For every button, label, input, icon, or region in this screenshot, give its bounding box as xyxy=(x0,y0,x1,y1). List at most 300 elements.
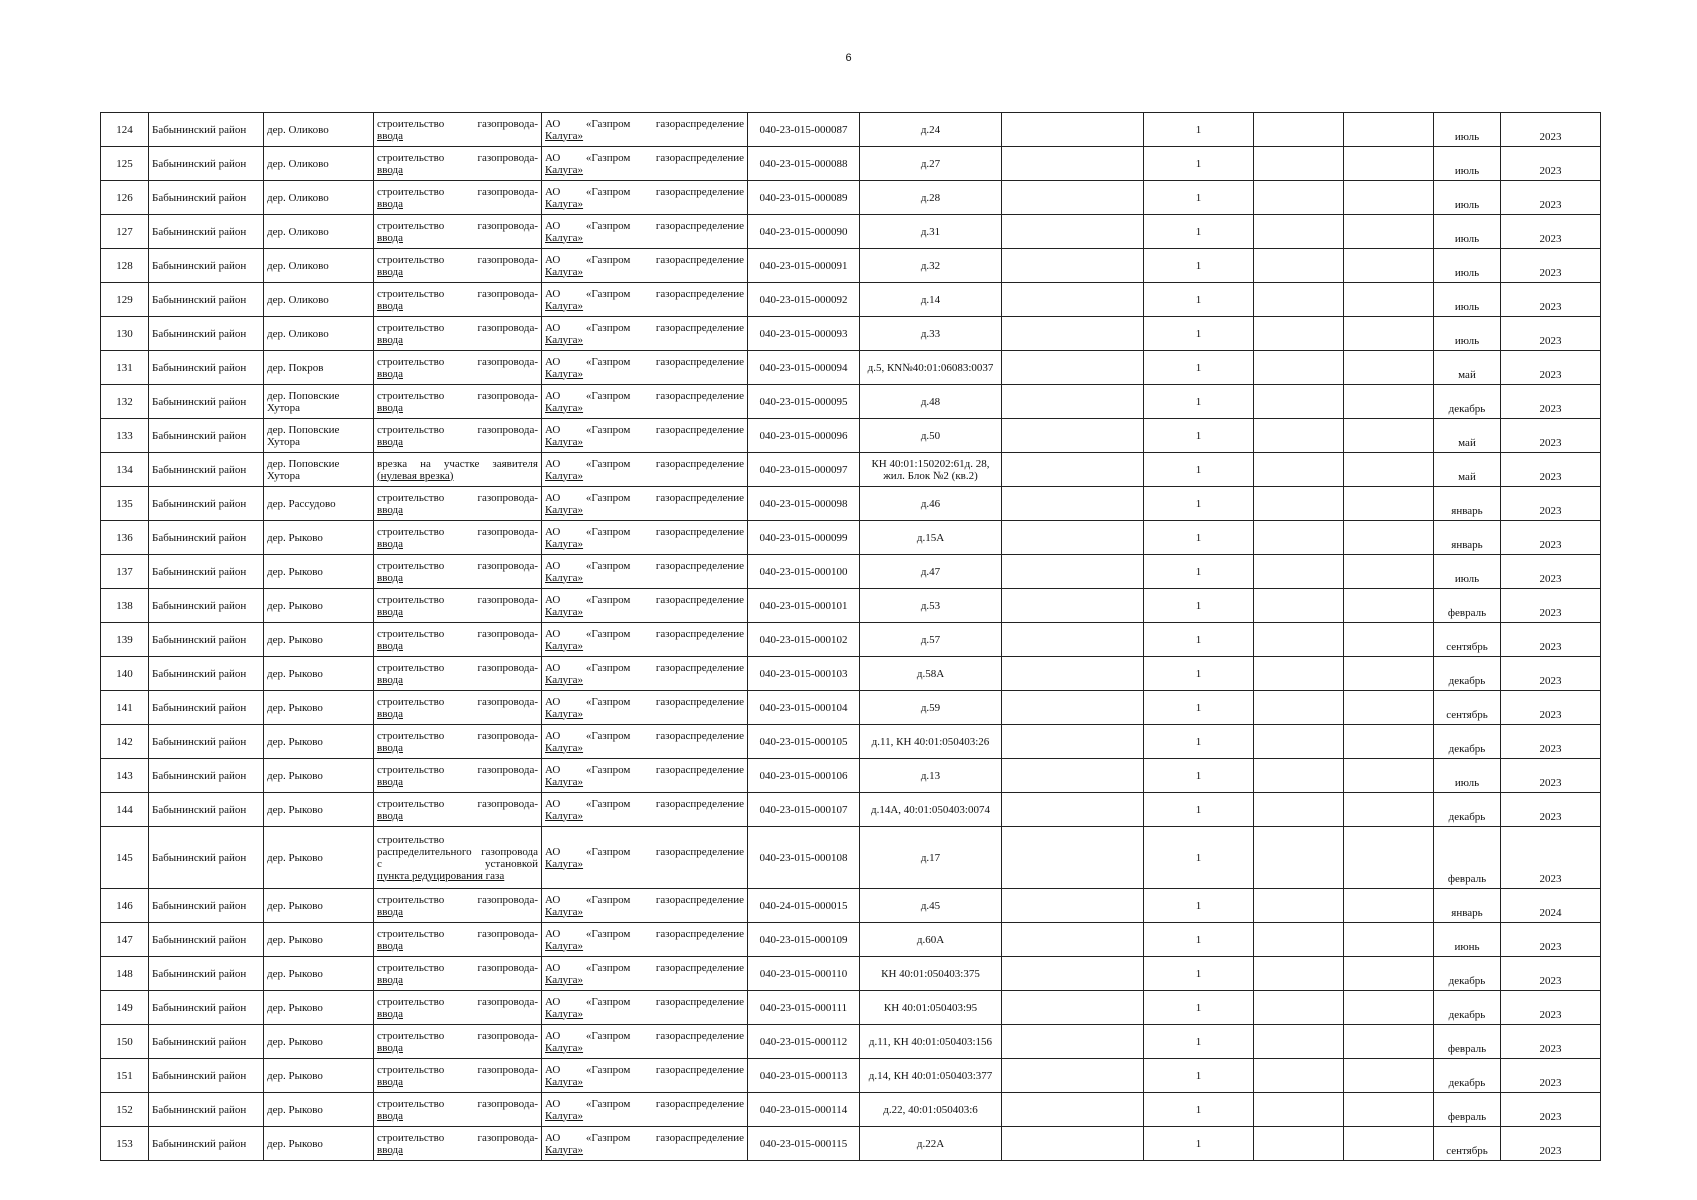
month-cell: июль xyxy=(1434,215,1501,249)
request-code-cell: 040-23-015-000095 xyxy=(748,385,860,419)
organization-text: АО «Газпром газораспределение xyxy=(545,627,744,640)
empty-cell xyxy=(1254,889,1344,923)
request-code-cell: 040-23-015-000091 xyxy=(748,249,860,283)
organization-tail: Калуга» xyxy=(545,673,584,686)
locality-cell: дер. Рыково xyxy=(264,657,374,691)
table-row xyxy=(101,725,1601,759)
row-number: 145 xyxy=(101,827,149,889)
address-cell: д.14А, 40:01:050403:0074 xyxy=(860,793,1002,827)
locality-cell: дер. Рыково xyxy=(264,889,374,923)
empty-cell xyxy=(1344,1093,1434,1127)
organization-cell xyxy=(542,1025,748,1059)
table-row xyxy=(101,889,1601,923)
year-cell: 2023 xyxy=(1501,487,1601,521)
address-cell: КН 40:01:050403:375 xyxy=(860,957,1002,991)
work-type-text: строительство газопровода- xyxy=(377,695,538,708)
table-body xyxy=(101,113,1601,1161)
quantity-cell: 1 xyxy=(1144,385,1254,419)
empty-cell xyxy=(1002,957,1144,991)
table-row xyxy=(101,759,1601,793)
address-cell: д.22, 40:01:050403:6 xyxy=(860,1093,1002,1127)
quantity-cell: 1 xyxy=(1144,691,1254,725)
work-type-text: строительство газопровода- xyxy=(377,1063,538,1076)
organization-text: АО «Газпром газораспределение xyxy=(545,253,744,266)
organization-cell xyxy=(542,113,748,147)
row-number: 152 xyxy=(101,1093,149,1127)
organization-cell xyxy=(542,589,748,623)
organization-cell xyxy=(542,691,748,725)
organization-tail: Калуга» xyxy=(545,469,584,482)
empty-cell xyxy=(1254,555,1344,589)
organization-cell xyxy=(542,957,748,991)
empty-cell xyxy=(1254,759,1344,793)
work-type-tail: ввода xyxy=(377,673,403,686)
empty-cell xyxy=(1002,889,1144,923)
row-number: 149 xyxy=(101,991,149,1025)
organization-cell xyxy=(542,991,748,1025)
locality-cell: дер. Оликово xyxy=(264,181,374,215)
address-cell: д.5, КN№40:01:06083:0037 xyxy=(860,351,1002,385)
year-cell: 2023 xyxy=(1501,351,1601,385)
empty-cell xyxy=(1254,215,1344,249)
organization-cell xyxy=(542,283,748,317)
empty-cell xyxy=(1002,759,1144,793)
district-cell: Бабынинский район xyxy=(149,1127,264,1161)
empty-cell xyxy=(1002,589,1144,623)
year-cell: 2023 xyxy=(1501,725,1601,759)
work-type-cell xyxy=(374,351,542,385)
organization-tail: Калуга» xyxy=(545,1075,584,1088)
work-type-text: строительство газопровода- xyxy=(377,423,538,436)
locality-cell: дер. Рыково xyxy=(264,827,374,889)
work-type-cell xyxy=(374,283,542,317)
work-type-tail: ввода xyxy=(377,503,403,516)
work-type-tail: ввода xyxy=(377,1143,403,1156)
work-type-tail: ввода xyxy=(377,1075,403,1088)
work-type-cell xyxy=(374,957,542,991)
organization-text: АО «Газпром газораспределение xyxy=(545,219,744,232)
quantity-cell: 1 xyxy=(1144,147,1254,181)
table-row xyxy=(101,827,1601,889)
empty-cell xyxy=(1344,623,1434,657)
locality-cell: дер. Рыково xyxy=(264,1127,374,1161)
address-cell: д.28 xyxy=(860,181,1002,215)
quantity-cell: 1 xyxy=(1144,1127,1254,1161)
empty-cell xyxy=(1254,1127,1344,1161)
work-type-tail: ввода xyxy=(377,775,403,788)
work-type-text: строительство газопровода- xyxy=(377,117,538,130)
work-type-cell xyxy=(374,923,542,957)
work-type-cell xyxy=(374,1127,542,1161)
locality-cell: дер. Рыково xyxy=(264,793,374,827)
address-cell: д.50 xyxy=(860,419,1002,453)
month-cell: сентябрь xyxy=(1434,691,1501,725)
work-type-text: строительство газопровода- xyxy=(377,321,538,334)
address-cell: д.53 xyxy=(860,589,1002,623)
work-type-cell xyxy=(374,1059,542,1093)
work-type-tail: ввода xyxy=(377,939,403,952)
row-number: 131 xyxy=(101,351,149,385)
request-code-cell: 040-23-015-000103 xyxy=(748,657,860,691)
quantity-cell: 1 xyxy=(1144,249,1254,283)
month-cell: декабрь xyxy=(1434,657,1501,691)
table-row xyxy=(101,113,1601,147)
row-number: 134 xyxy=(101,453,149,487)
empty-cell xyxy=(1254,589,1344,623)
empty-cell xyxy=(1002,923,1144,957)
organization-text: АО «Газпром газораспределение xyxy=(545,797,744,810)
work-type-tail: ввода xyxy=(377,1109,403,1122)
work-type-cell xyxy=(374,317,542,351)
organization-tail: Калуга» xyxy=(545,939,584,952)
empty-cell xyxy=(1254,521,1344,555)
month-cell: сентябрь xyxy=(1434,1127,1501,1161)
work-type-cell xyxy=(374,555,542,589)
organization-tail: Калуга» xyxy=(545,1007,584,1020)
district-cell: Бабынинский район xyxy=(149,317,264,351)
work-type-cell xyxy=(374,113,542,147)
work-type-tail: ввода xyxy=(377,197,403,210)
quantity-cell: 1 xyxy=(1144,1025,1254,1059)
work-type-tail: ввода xyxy=(377,435,403,448)
organization-tail: Калуга» xyxy=(545,299,584,312)
empty-cell xyxy=(1344,991,1434,1025)
organization-tail: Калуга» xyxy=(545,905,584,918)
organization-tail: Калуга» xyxy=(545,571,584,584)
year-cell: 2023 xyxy=(1501,147,1601,181)
organization-text: АО «Газпром газораспределение xyxy=(545,729,744,742)
quantity-cell: 1 xyxy=(1144,991,1254,1025)
request-code-cell: 040-23-015-000113 xyxy=(748,1059,860,1093)
quantity-cell: 1 xyxy=(1144,1059,1254,1093)
empty-cell xyxy=(1254,923,1344,957)
empty-cell xyxy=(1344,147,1434,181)
request-code-cell: 040-24-015-000015 xyxy=(748,889,860,923)
work-type-text: строительство газопровода- xyxy=(377,491,538,504)
organization-text: АО «Газпром газораспределение xyxy=(545,661,744,674)
empty-cell xyxy=(1344,793,1434,827)
month-cell: январь xyxy=(1434,889,1501,923)
row-number: 146 xyxy=(101,889,149,923)
work-type-cell xyxy=(374,623,542,657)
organization-text: АО «Газпром газораспределение xyxy=(545,423,744,436)
table-row xyxy=(101,419,1601,453)
request-code-cell: 040-23-015-000114 xyxy=(748,1093,860,1127)
organization-tail: Калуга» xyxy=(545,857,584,870)
work-type-cell xyxy=(374,759,542,793)
month-cell: декабрь xyxy=(1434,793,1501,827)
month-cell: июль xyxy=(1434,283,1501,317)
address-cell: д.14 xyxy=(860,283,1002,317)
organization-tail: Калуга» xyxy=(545,367,584,380)
work-type-text: строительство газопровода- xyxy=(377,355,538,368)
empty-cell xyxy=(1344,453,1434,487)
organization-cell xyxy=(542,923,748,957)
row-number: 129 xyxy=(101,283,149,317)
table-row xyxy=(101,657,1601,691)
empty-cell xyxy=(1344,589,1434,623)
work-type-cell xyxy=(374,827,542,889)
year-cell: 2023 xyxy=(1501,1025,1601,1059)
request-code-cell: 040-23-015-000089 xyxy=(748,181,860,215)
year-cell: 2023 xyxy=(1501,991,1601,1025)
address-cell: д.31 xyxy=(860,215,1002,249)
address-cell: КН 40:01:150202:61д. 28, жил. Блок №2 (кв.2) xyxy=(860,453,1002,487)
row-number: 132 xyxy=(101,385,149,419)
district-cell: Бабынинский район xyxy=(149,385,264,419)
organization-cell xyxy=(542,487,748,521)
empty-cell xyxy=(1344,283,1434,317)
work-type-text: строительство газопровода- xyxy=(377,627,538,640)
empty-cell xyxy=(1254,317,1344,351)
request-code-cell: 040-23-015-000098 xyxy=(748,487,860,521)
empty-cell xyxy=(1344,181,1434,215)
district-cell: Бабынинский район xyxy=(149,215,264,249)
empty-cell xyxy=(1254,793,1344,827)
month-cell: июль xyxy=(1434,181,1501,215)
locality-cell: дер. Рыково xyxy=(264,1093,374,1127)
empty-cell xyxy=(1254,487,1344,521)
address-cell: КН 40:01:050403:95 xyxy=(860,991,1002,1025)
empty-cell xyxy=(1254,957,1344,991)
work-type-tail: ввода xyxy=(377,809,403,822)
empty-cell xyxy=(1344,249,1434,283)
organization-tail: Калуга» xyxy=(545,197,584,210)
empty-cell xyxy=(1002,725,1144,759)
empty-cell xyxy=(1344,923,1434,957)
empty-cell xyxy=(1344,957,1434,991)
organization-tail: Калуга» xyxy=(545,265,584,278)
organization-cell xyxy=(542,521,748,555)
work-type-text: врезка на участке заявителя xyxy=(377,457,538,470)
organization-tail: Калуга» xyxy=(545,775,584,788)
organization-cell xyxy=(542,827,748,889)
quantity-cell: 1 xyxy=(1144,923,1254,957)
work-type-cell xyxy=(374,249,542,283)
organization-cell xyxy=(542,453,748,487)
district-cell: Бабынинский район xyxy=(149,793,264,827)
work-type-tail: ввода xyxy=(377,905,403,918)
locality-cell: дер. Рыково xyxy=(264,991,374,1025)
district-cell: Бабынинский район xyxy=(149,759,264,793)
month-cell: февраль xyxy=(1434,1025,1501,1059)
organization-tail: Калуга» xyxy=(545,707,584,720)
address-cell: д.22А xyxy=(860,1127,1002,1161)
address-cell: д.57 xyxy=(860,623,1002,657)
organization-text: АО «Газпром газораспределение xyxy=(545,321,744,334)
row-number: 148 xyxy=(101,957,149,991)
month-cell: декабрь xyxy=(1434,957,1501,991)
organization-cell xyxy=(542,623,748,657)
quantity-cell: 1 xyxy=(1144,283,1254,317)
row-number: 151 xyxy=(101,1059,149,1093)
year-cell: 2023 xyxy=(1501,957,1601,991)
organization-cell xyxy=(542,215,748,249)
work-type-text: строительство распределительного газопровода с установкой xyxy=(377,833,538,870)
district-cell: Бабынинский район xyxy=(149,691,264,725)
work-type-text: строительство газопровода- xyxy=(377,559,538,572)
empty-cell xyxy=(1344,317,1434,351)
empty-cell xyxy=(1002,827,1144,889)
row-number: 136 xyxy=(101,521,149,555)
empty-cell xyxy=(1002,419,1144,453)
month-cell: июль xyxy=(1434,249,1501,283)
quantity-cell: 1 xyxy=(1144,589,1254,623)
empty-cell xyxy=(1002,215,1144,249)
empty-cell xyxy=(1002,113,1144,147)
work-type-tail: ввода xyxy=(377,605,403,618)
address-cell: д.58А xyxy=(860,657,1002,691)
address-cell: д.17 xyxy=(860,827,1002,889)
quantity-cell: 1 xyxy=(1144,453,1254,487)
organization-tail: Калуга» xyxy=(545,741,584,754)
quantity-cell: 1 xyxy=(1144,521,1254,555)
empty-cell xyxy=(1344,657,1434,691)
empty-cell xyxy=(1002,691,1144,725)
quantity-cell: 1 xyxy=(1144,889,1254,923)
work-type-cell xyxy=(374,725,542,759)
district-cell: Бабынинский район xyxy=(149,1059,264,1093)
empty-cell xyxy=(1002,351,1144,385)
district-cell: Бабынинский район xyxy=(149,1025,264,1059)
request-code-cell: 040-23-015-000092 xyxy=(748,283,860,317)
locality-cell: дер. Оликово xyxy=(264,283,374,317)
month-cell: июль xyxy=(1434,147,1501,181)
organization-tail: Калуга» xyxy=(545,973,584,986)
year-cell: 2023 xyxy=(1501,1127,1601,1161)
month-cell: январь xyxy=(1434,487,1501,521)
address-cell: д.13 xyxy=(860,759,1002,793)
empty-cell xyxy=(1002,657,1144,691)
work-type-cell xyxy=(374,793,542,827)
work-type-tail: пункта редуцирования газа xyxy=(377,869,505,882)
empty-cell xyxy=(1254,181,1344,215)
organization-text: АО «Газпром газораспределение xyxy=(545,457,744,470)
table-row xyxy=(101,181,1601,215)
empty-cell xyxy=(1002,283,1144,317)
month-cell: июль xyxy=(1434,317,1501,351)
year-cell: 2023 xyxy=(1501,623,1601,657)
year-cell: 2023 xyxy=(1501,827,1601,889)
work-type-cell xyxy=(374,521,542,555)
year-cell: 2023 xyxy=(1501,181,1601,215)
work-type-tail: ввода xyxy=(377,231,403,244)
month-cell: декабрь xyxy=(1434,385,1501,419)
district-cell: Бабынинский район xyxy=(149,249,264,283)
organization-cell xyxy=(542,889,748,923)
row-number: 135 xyxy=(101,487,149,521)
locality-cell: дер. Поповские Хутора xyxy=(264,385,374,419)
table-row xyxy=(101,215,1601,249)
table-row xyxy=(101,283,1601,317)
year-cell: 2023 xyxy=(1501,317,1601,351)
organization-tail: Калуга» xyxy=(545,129,584,142)
month-cell: декабрь xyxy=(1434,1059,1501,1093)
work-type-text: строительство газопровода- xyxy=(377,185,538,198)
empty-cell xyxy=(1002,1093,1144,1127)
request-code-cell: 040-23-015-000097 xyxy=(748,453,860,487)
organization-tail: Калуга» xyxy=(545,1041,584,1054)
gas-connection-table xyxy=(100,112,1601,1161)
district-cell: Бабынинский район xyxy=(149,181,264,215)
work-type-tail: ввода xyxy=(377,741,403,754)
district-cell: Бабынинский район xyxy=(149,419,264,453)
work-type-cell xyxy=(374,487,542,521)
organization-tail: Калуга» xyxy=(545,401,584,414)
request-code-cell: 040-23-015-000109 xyxy=(748,923,860,957)
row-number: 128 xyxy=(101,249,149,283)
work-type-tail: ввода xyxy=(377,265,403,278)
district-cell: Бабынинский район xyxy=(149,889,264,923)
table-row xyxy=(101,385,1601,419)
empty-cell xyxy=(1254,1093,1344,1127)
table-row xyxy=(101,1059,1601,1093)
locality-cell: дер. Рыково xyxy=(264,623,374,657)
organization-text: АО «Газпром газораспределение xyxy=(545,1097,744,1110)
address-cell: д.45 xyxy=(860,889,1002,923)
month-cell: февраль xyxy=(1434,589,1501,623)
organization-text: АО «Газпром газораспределение xyxy=(545,117,744,130)
empty-cell xyxy=(1254,283,1344,317)
year-cell: 2023 xyxy=(1501,793,1601,827)
request-code-cell: 040-23-015-000090 xyxy=(748,215,860,249)
work-type-text: строительство газопровода- xyxy=(377,525,538,538)
request-code-cell: 040-23-015-000093 xyxy=(748,317,860,351)
work-type-tail: ввода xyxy=(377,367,403,380)
empty-cell xyxy=(1344,1025,1434,1059)
empty-cell xyxy=(1344,385,1434,419)
organization-tail: Калуга» xyxy=(545,163,584,176)
empty-cell xyxy=(1344,725,1434,759)
organization-text: АО «Газпром газораспределение xyxy=(545,185,744,198)
empty-cell xyxy=(1002,555,1144,589)
work-type-tail: ввода xyxy=(377,639,403,652)
table-row xyxy=(101,957,1601,991)
organization-text: АО «Газпром газораспределение xyxy=(545,1029,744,1042)
year-cell: 2023 xyxy=(1501,589,1601,623)
work-type-cell xyxy=(374,691,542,725)
address-cell: д.14, КН 40:01:050403:377 xyxy=(860,1059,1002,1093)
work-type-cell xyxy=(374,181,542,215)
quantity-cell: 1 xyxy=(1144,351,1254,385)
year-cell: 2023 xyxy=(1501,419,1601,453)
organization-tail: Калуга» xyxy=(545,605,584,618)
locality-cell: дер. Рыково xyxy=(264,957,374,991)
request-code-cell: 040-23-015-000088 xyxy=(748,147,860,181)
locality-cell: дер. Рассудово xyxy=(264,487,374,521)
request-code-cell: 040-23-015-000101 xyxy=(748,589,860,623)
year-cell: 2023 xyxy=(1501,555,1601,589)
quantity-cell: 1 xyxy=(1144,1093,1254,1127)
empty-cell xyxy=(1002,1025,1144,1059)
organization-cell xyxy=(542,419,748,453)
locality-cell: дер. Рыково xyxy=(264,691,374,725)
quantity-cell: 1 xyxy=(1144,957,1254,991)
work-type-text: строительство газопровода- xyxy=(377,961,538,974)
row-number: 139 xyxy=(101,623,149,657)
request-code-cell: 040-23-015-000104 xyxy=(748,691,860,725)
row-number: 141 xyxy=(101,691,149,725)
work-type-tail: ввода xyxy=(377,299,403,312)
work-type-text: строительство газопровода- xyxy=(377,797,538,810)
request-code-cell: 040-23-015-000102 xyxy=(748,623,860,657)
empty-cell xyxy=(1344,827,1434,889)
month-cell: май xyxy=(1434,351,1501,385)
address-cell: д.46 xyxy=(860,487,1002,521)
empty-cell xyxy=(1254,1025,1344,1059)
work-type-text: строительство газопровода- xyxy=(377,893,538,906)
work-type-tail: ввода xyxy=(377,129,403,142)
